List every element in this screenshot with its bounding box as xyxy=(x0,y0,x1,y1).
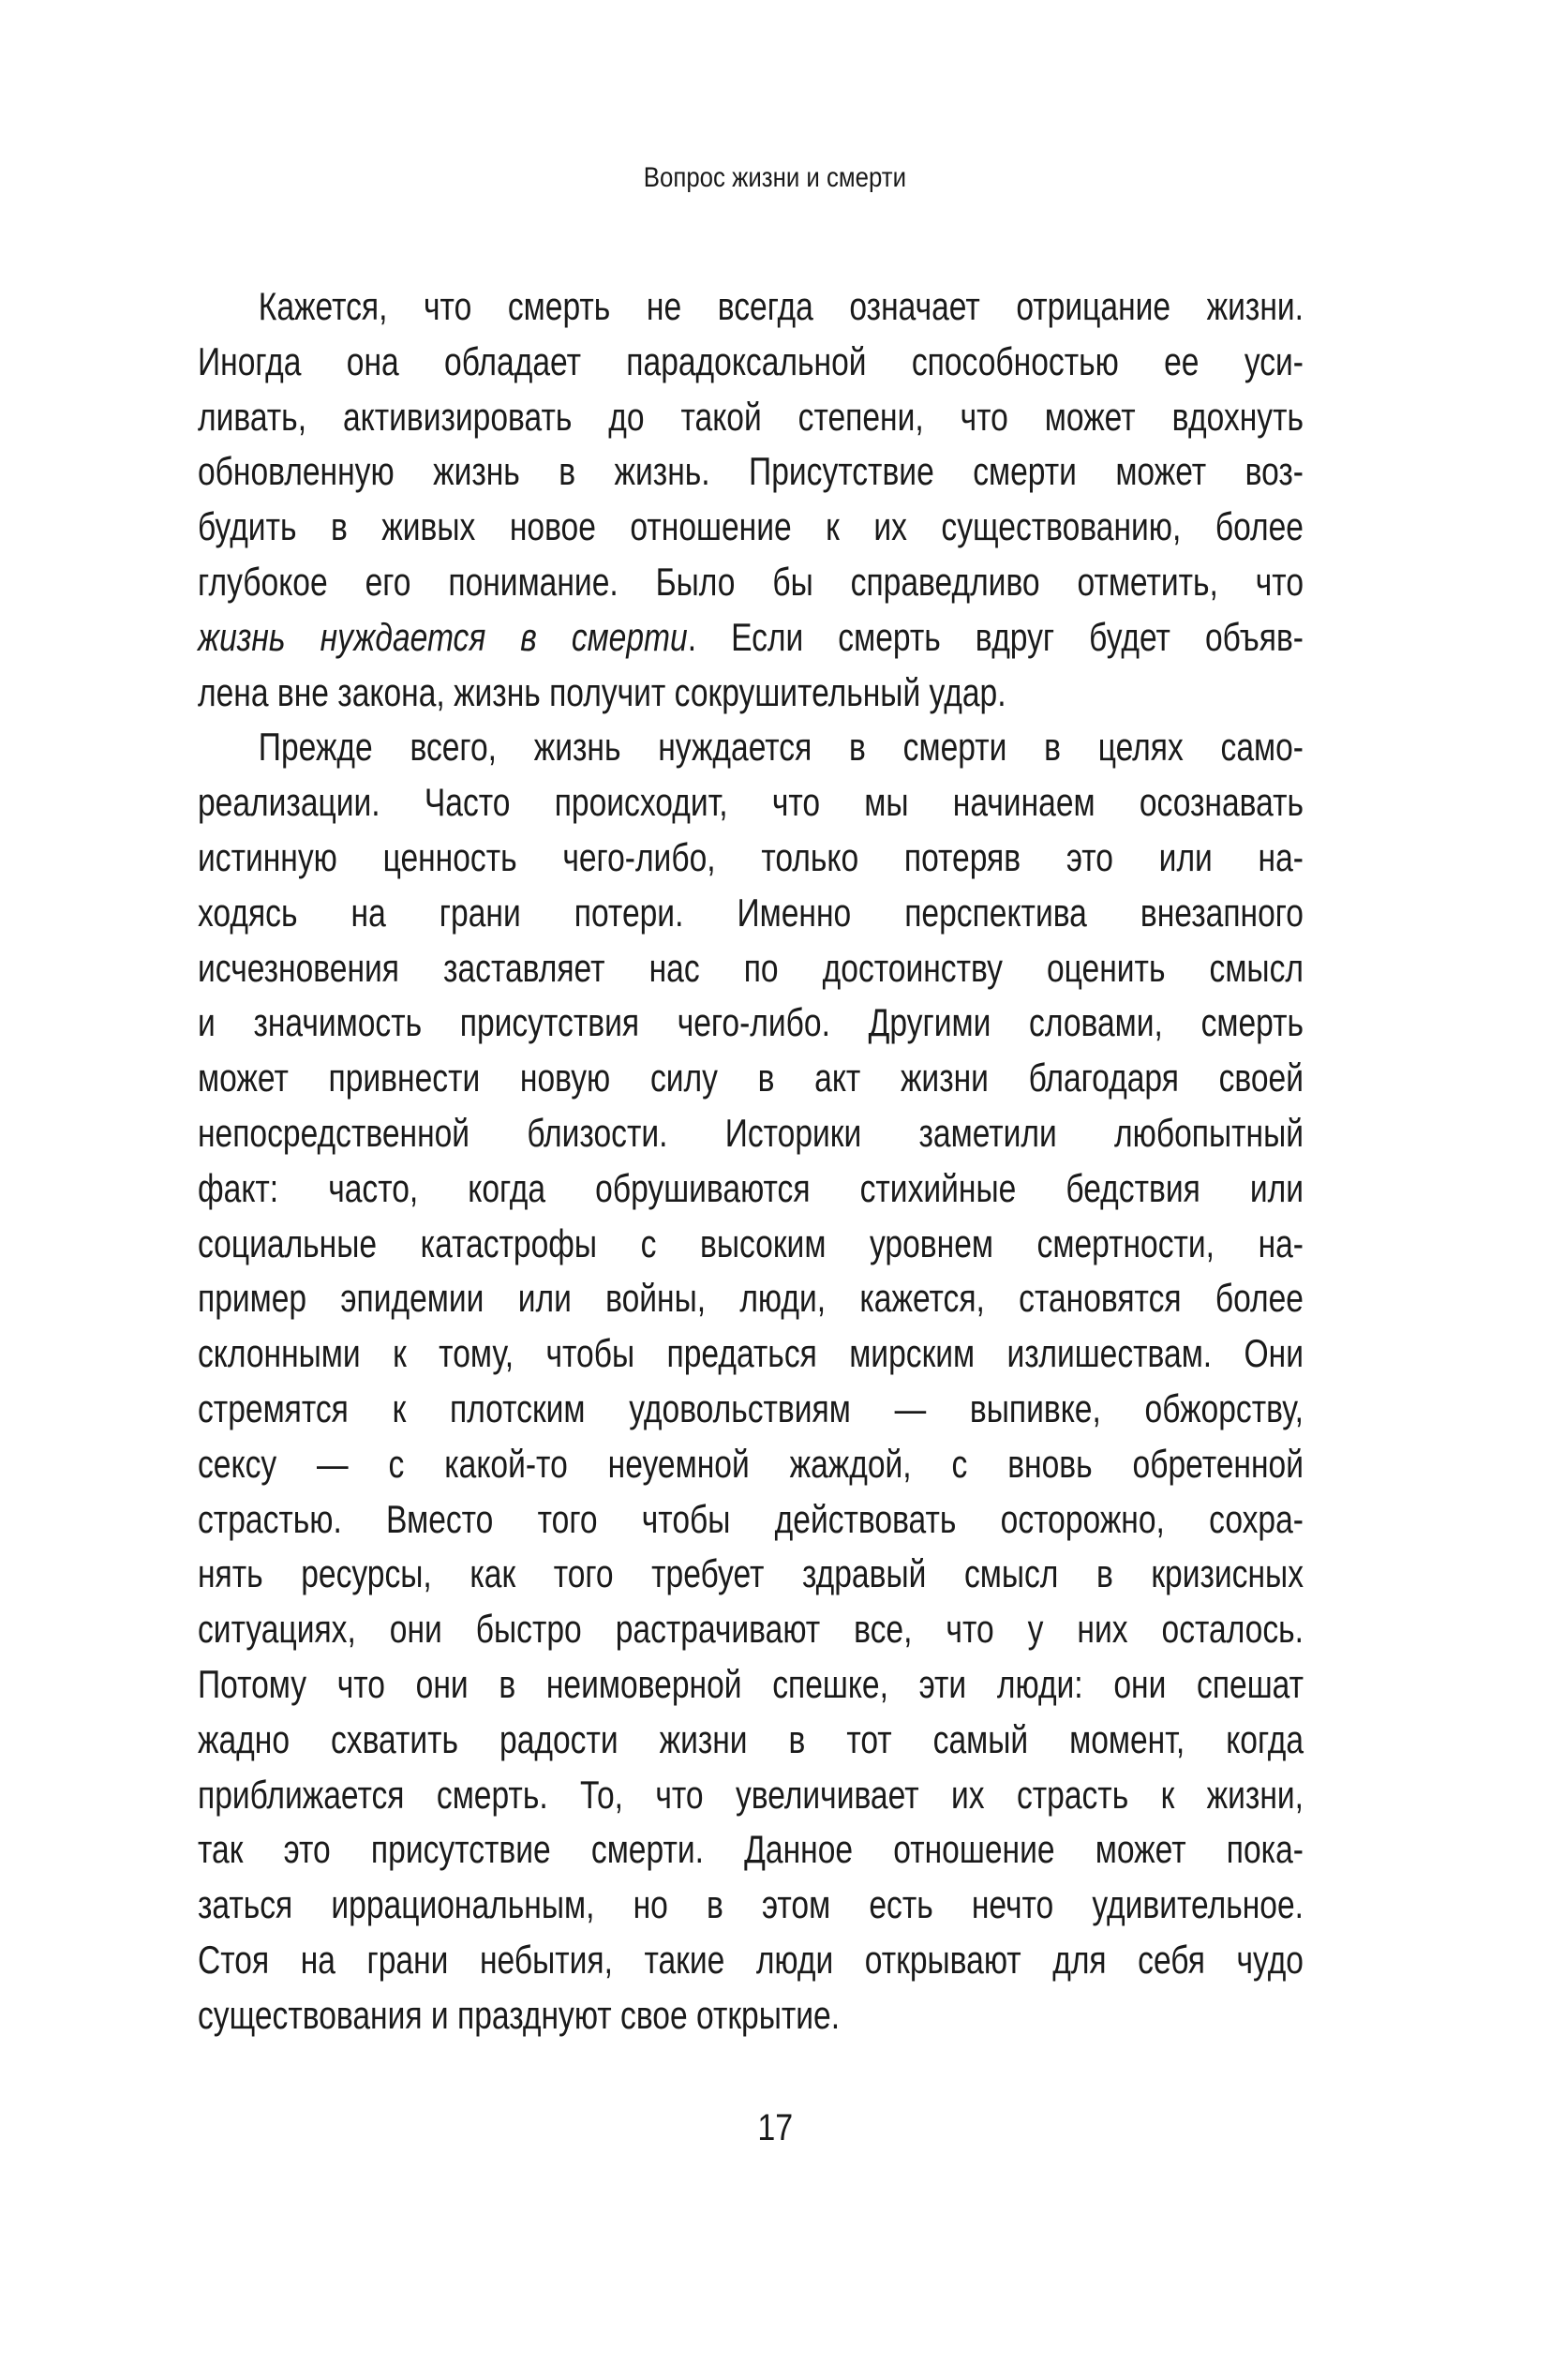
text-line: нять ресурсы, как того требует здравый смысл в кризисных xyxy=(198,1551,1304,1596)
text-line: заться иррациональным, но в этом есть нечто удивительное. xyxy=(198,1882,1304,1927)
page-number xyxy=(0,2107,1550,2148)
text-line: глубокое его понимание. Было бы справедливо отметить, что xyxy=(198,559,1304,604)
text-line: ливать, активизировать до такой степени, что может вдохнуть xyxy=(198,394,1304,439)
paragraph xyxy=(198,720,1304,2043)
text-line: исчезновения заставляет нас по достоинству оценить смысл xyxy=(198,945,1304,990)
text-line: будить в живых новое отношение к их существованию, более xyxy=(198,504,1304,549)
text-line: лена вне закона, жизнь получит сокрушительный удар. xyxy=(198,669,1006,714)
text-line: Иногда она обладает парадоксальной способностью ее уси- xyxy=(198,338,1304,383)
text-line xyxy=(198,610,1304,666)
text-line: склонными к тому, чтобы предаться мирским излишествам. Они xyxy=(198,1331,1304,1376)
text-line: социальные катастрофы с высоким уровнем смертности, на- xyxy=(198,1220,1304,1265)
text-line: обновленную жизнь в жизнь. Присутствие смерти может воз- xyxy=(198,449,1304,494)
text-line: Стоя на грани небытия, такие люди открывают для себя чудо xyxy=(198,1937,1304,1982)
text-line: истинную ценность чего-либо, только потеряв это или на- xyxy=(198,834,1304,879)
text-line: так это присутствие смерти. Данное отношение может пока- xyxy=(198,1827,1304,1872)
text-line: Прежде всего, жизнь нуждается в смерти в целях само- xyxy=(258,725,1304,770)
text-line: факт: часто, когда обрушиваются стихийные бедствия или xyxy=(198,1165,1304,1210)
text-line: реализации. Часто происходит, что мы начинаем осознавать xyxy=(198,780,1304,825)
text-line: и значимость присутствия чего-либо. Другими словами, смерть xyxy=(198,1000,1304,1045)
paragraph xyxy=(198,279,1304,720)
text-line: существования и празднуют свое открытие. xyxy=(198,1992,841,2037)
text-line: приближается смерть. То, что увеличивает их страсть к жизни, xyxy=(198,1772,1304,1817)
line-text: . Если смерть вдруг будет объяв- xyxy=(687,614,1304,659)
running-head xyxy=(0,159,1550,197)
running-head-text: Вопрос жизни и смерти xyxy=(643,162,907,193)
text-line: жадно схватить радости жизни в тот самый момент, когда xyxy=(198,1716,1304,1761)
italic-emphasis: жизнь нуждается в смерти xyxy=(198,614,688,659)
text-line: может привнести новую силу в акт жизни благодаря своей xyxy=(198,1055,1304,1100)
text-line: сексу — с какой-то неуемной жаждой, с вновь обретенной xyxy=(198,1441,1304,1486)
text-line: Потому что они в неимоверной спешке, эти люди: они спешат xyxy=(198,1661,1304,1706)
text-line: стремятся к плотским удовольствиям — выпивке, обжорству, xyxy=(198,1385,1304,1430)
text-line: ходясь на грани потери. Именно перспектива внезапного xyxy=(198,890,1304,935)
page-number-text: 17 xyxy=(757,2107,793,2148)
text-line: непосредственной близости. Историки заметили любопытный xyxy=(198,1110,1304,1155)
text-line: страстью. Вместо того чтобы действовать осторожно, сохра- xyxy=(198,1496,1304,1541)
text-line: ситуациях, они быстро растрачивают все, что у них осталось. xyxy=(198,1607,1304,1652)
text-line: пример эпидемии или войны, люди, кажется, становятся более xyxy=(198,1276,1304,1321)
text-line: Кажется, что смерть не всегда означает отрицание жизни. xyxy=(258,284,1304,328)
body-text xyxy=(198,279,1304,2043)
